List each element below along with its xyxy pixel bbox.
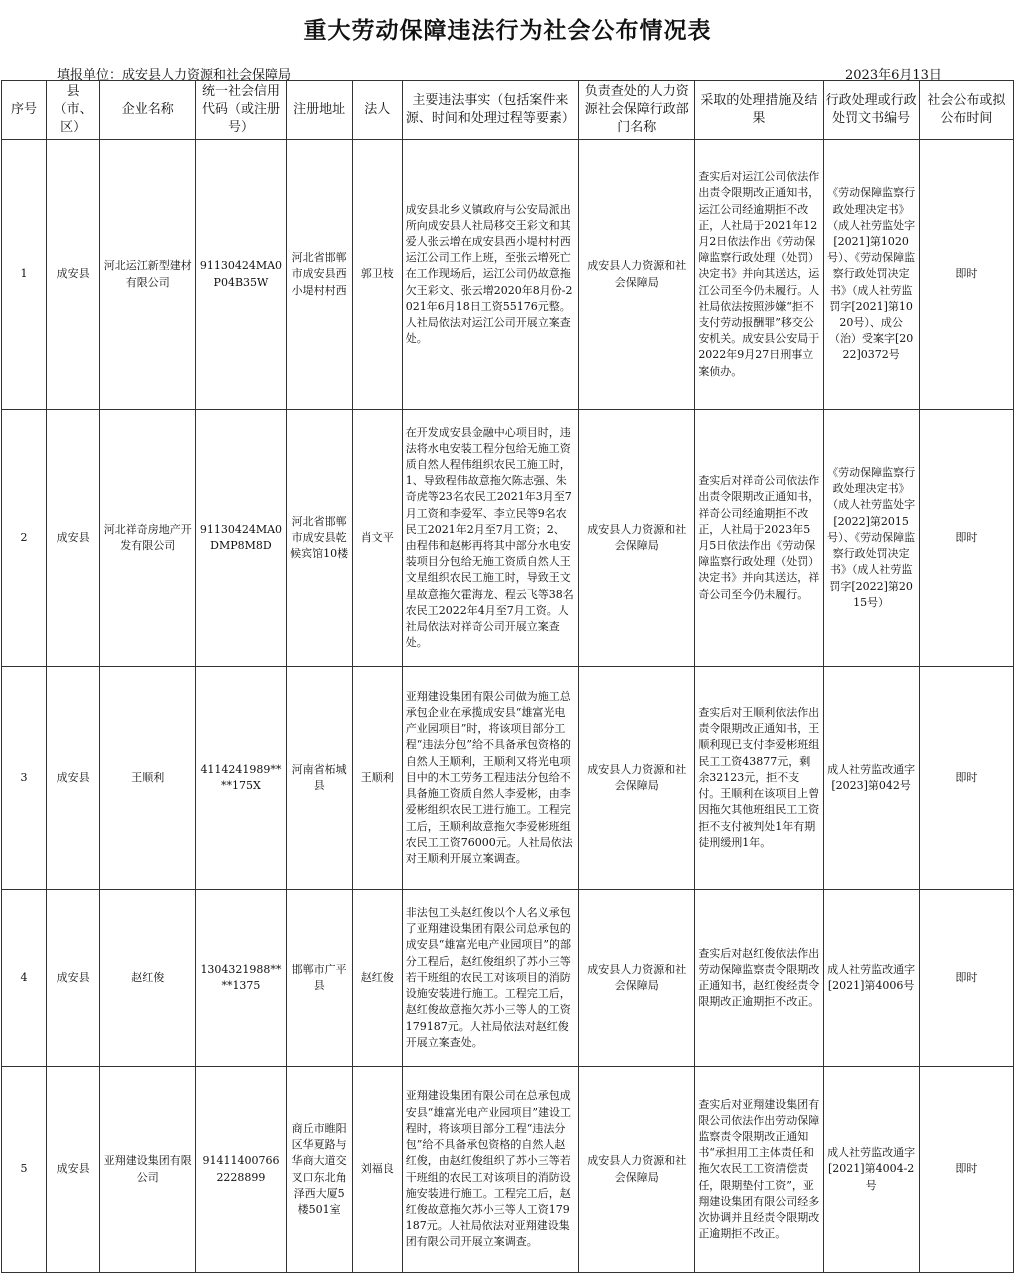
cell-legal-person: 刘福良 [352, 1067, 402, 1273]
cell-measures: 查实后对赵红俊依法作出劳动保障监察责令限期改正通知书，赵红俊经责令限期改正逾期拒不改正。 [695, 890, 823, 1067]
header-publish-time: 社会公布或拟公布时间 [919, 81, 1013, 140]
header-facts: 主要违法事实（包括案件来源、时间和处理过程等要素） [402, 81, 578, 140]
cell-measures: 查实后对祥奇公司依法作出责令限期改正通知书，祥奇公司经逾期拒不改正，人社局于2023年5月5日依法作出《劳动保障监察行政处理（处罚）决定书》并向其送达，祥奇公司至今仍未履行。 [695, 410, 823, 667]
cell-doc-no: 《劳动保障监察行政处理决定书》（成人社劳监处字[2021]第1020号）、《劳动保障监察行政处罚决定书》（成人社劳监罚字[2021]第1020号）、成公（治）受案字[2022]0372号 [823, 140, 919, 410]
cell-facts: 在开发成安县金融中心项目时，违法将水电安装工程分包给无施工资质自然人程伟组织农民工施工时，1、导致程伟故意拖欠陈志强、朱奇虎等23名农民工2021年3月至7月工资和李爱军、李立民等9名农民工2021年2月至7月工资；2、由程伟和赵彬再将其中部分水电安装项目分包给无施工资质自然人王文星组织农民工施工时，导致王文星故意拖欠霍海龙、程云飞等38名农民工2022年4月至7月工资。人社局依法对祥奇公司开展立案查处。 [402, 410, 578, 667]
cell-publish-time: 即时 [919, 410, 1013, 667]
cell-publish-time: 即时 [919, 890, 1013, 1067]
cell-seq: 3 [2, 667, 47, 890]
cell-legal-person: 郭卫枝 [352, 140, 402, 410]
header-legal-person: 法人 [352, 81, 402, 140]
cell-address: 河北省邯郸市成安县乾候宾馆10楼 [286, 410, 352, 667]
page-title: 重大劳动保障违法行为社会公布情况表 [303, 18, 712, 44]
cell-county: 成安县 [47, 1067, 100, 1273]
header-dept: 负责查处的人力资源社会保障行政部门名称 [579, 81, 695, 140]
table-row [2, 890, 1014, 1067]
header-address: 注册地址 [286, 81, 352, 140]
cell-facts: 非法包工头赵红俊以个人名义承包了亚翔建设集团有限公司总承包的成安县“雄富光电产业园项目”的部分工程后，赵红俊组织了苏小三等若干班组的农民工对该项目的消防设施安装进行施工。工程完工后，赵红俊故意拖欠苏小三等人的工资179187元。人社局依法对赵红俊开展立案查处。 [402, 890, 578, 1067]
cell-measures: 查实后对运江公司依法作出责令限期改正通知书，运江公司经逾期拒不改正，人社局于2021年12月2日依法作出《劳动保障监察行政处理（处罚）决定书》并向其送达，运江公司至今仍未履行。人社局依法按照涉嫌“拒不支付劳动报酬罪”移交公安机关。成安县公安局于2022年9月27日刑事立案侦办。 [695, 140, 823, 410]
cell-doc-no: 成人社劳监改通字[2021]第4004-2号 [823, 1067, 919, 1273]
cell-legal-person: 赵红俊 [352, 890, 402, 1067]
report-date: 2023年6月13日 [845, 68, 942, 83]
table-row [2, 140, 1014, 410]
cell-legal-person: 王顺利 [352, 667, 402, 890]
cell-county: 成安县 [47, 890, 100, 1067]
cell-address: 河北省邯郸市成安县西小堤村村西 [286, 140, 352, 410]
cell-seq: 4 [2, 890, 47, 1067]
cell-doc-no: 《劳动保障监察行政处理决定书》（成人社劳监处字[2022]第2015号）、《劳动保障监察行政处罚决定书》（成人社劳监罚字[2022]第2015号） [823, 410, 919, 667]
cell-doc-no: 成人社劳监改通字[2023]第042号 [823, 667, 919, 890]
cell-publish-time: 即时 [919, 1067, 1013, 1273]
cell-seq: 5 [2, 1067, 47, 1273]
cell-legal-person: 肖文平 [352, 410, 402, 667]
table-row [2, 1067, 1014, 1273]
table-row [2, 410, 1014, 667]
cell-dept: 成安县人力资源和社会保障局 [579, 410, 695, 667]
violations-table [1, 80, 1014, 1273]
cell-facts: 亚翔建设集团有限公司在总承包成安县“雄富光电产业园项目”建设工程时，将该项目部分工程“违法分包”给不具备承包资格的自然人赵红俊，由赵红俊组织了苏小三等若干班组的农民工对该项目的消防设施安装进行施工。工程完工后，赵红俊故意拖欠苏小三等人工资179187元。人社局依法对亚翔建设集团有限公司开展立案调查。 [402, 1067, 578, 1273]
cell-publish-time: 即时 [919, 667, 1013, 890]
header-county: 县（市、区） [47, 81, 100, 140]
cell-company: 赵红俊 [100, 890, 196, 1067]
cell-company: 河北祥奇房地产开发有限公司 [100, 410, 196, 667]
cell-company: 王顺利 [100, 667, 196, 890]
header-doc-no: 行政处理或行政处罚文书编号 [823, 81, 919, 140]
cell-measures: 查实后对亚翔建设集团有限公司依法作出劳动保障监察责令限期改正通知书“承担用工主体责任和拖欠农民工工资清偿责任，限期垫付工资”，亚翔建设集团有限公司经多次协调并且经责令限期改正逾期拒不改正。 [695, 1067, 823, 1273]
cell-county: 成安县 [47, 140, 100, 410]
cell-dept: 成安县人力资源和社会保障局 [579, 890, 695, 1067]
cell-facts: 亚翔建设集团有限公司做为施工总承包企业在承揽成安县“雄富光电产业园项目”时，将该项目部分工程“违法分包”给不具备承包资格的自然人王顺利，王顺利又将光电项目中的木工劳务工程违法分包给不具备施工资质自然人李爱彬，由李爱彬组织农民工进行施工。工程完工后，王顺利故意拖欠李爱彬班组农民工工资76000元。人社局依法对王顺利开展立案调查。 [402, 667, 578, 890]
cell-dept: 成安县人力资源和社会保障局 [579, 667, 695, 890]
header-row [2, 81, 1014, 140]
header-seq: 序号 [2, 81, 47, 140]
cell-dept: 成安县人力资源和社会保障局 [579, 140, 695, 410]
reporting-unit: 填报单位：成安县人力资源和社会保障局 [57, 68, 292, 83]
cell-county: 成安县 [47, 667, 100, 890]
cell-company: 亚翔建设集团有限公司 [100, 1067, 196, 1273]
cell-address: 河南省柘城县 [286, 667, 352, 890]
cell-credit-code: 91130424MA0DMP8M8D [196, 410, 286, 667]
cell-county: 成安县 [47, 410, 100, 667]
cell-measures: 查实后对王顺利依法作出责令限期改正通知书，王顺利现已支付李爱彬班组民工工资43877元，剩余32123元，拒不支付。王顺利在该项目上曾因拖欠其他班组民工工资拒不支付被判处1年有期徒刑缓刑1年。 [695, 667, 823, 890]
header-credit-code: 统一社会信用代码（或注册号） [196, 81, 286, 140]
cell-credit-code: 914114007662228899 [196, 1067, 286, 1273]
cell-dept: 成安县人力资源和社会保障局 [579, 1067, 695, 1273]
cell-seq: 2 [2, 410, 47, 667]
cell-address: 邯郸市广平县 [286, 890, 352, 1067]
cell-facts: 成安县北乡义镇政府与公安局派出所向成安县人社局移交王彩文和其爱人张云增在成安县西小堤村村西运江公司工作上班，至张云增死亡在工作现场后，运江公司仍故意拖欠王彩文、张云增2020年8月份-2021年6月18日工资55176元整。人社局依法对运江公司开展立案查处。 [402, 140, 578, 410]
cell-credit-code: 1304321988****1375 [196, 890, 286, 1067]
header-measures: 采取的处理措施及结果 [695, 81, 823, 140]
table-row [2, 667, 1014, 890]
cell-credit-code: 4114241989****175X [196, 667, 286, 890]
cell-seq: 1 [2, 140, 47, 410]
cell-doc-no: 成人社劳监改通字[2021]第4006号 [823, 890, 919, 1067]
cell-credit-code: 91130424MA0P04B35W [196, 140, 286, 410]
cell-address: 商丘市睢阳区华夏路与华商大道交叉口东北角泽西大厦5楼501室 [286, 1067, 352, 1273]
cell-publish-time: 即时 [919, 140, 1013, 410]
cell-company: 河北运江新型建材有限公司 [100, 140, 196, 410]
header-company: 企业名称 [100, 81, 196, 140]
